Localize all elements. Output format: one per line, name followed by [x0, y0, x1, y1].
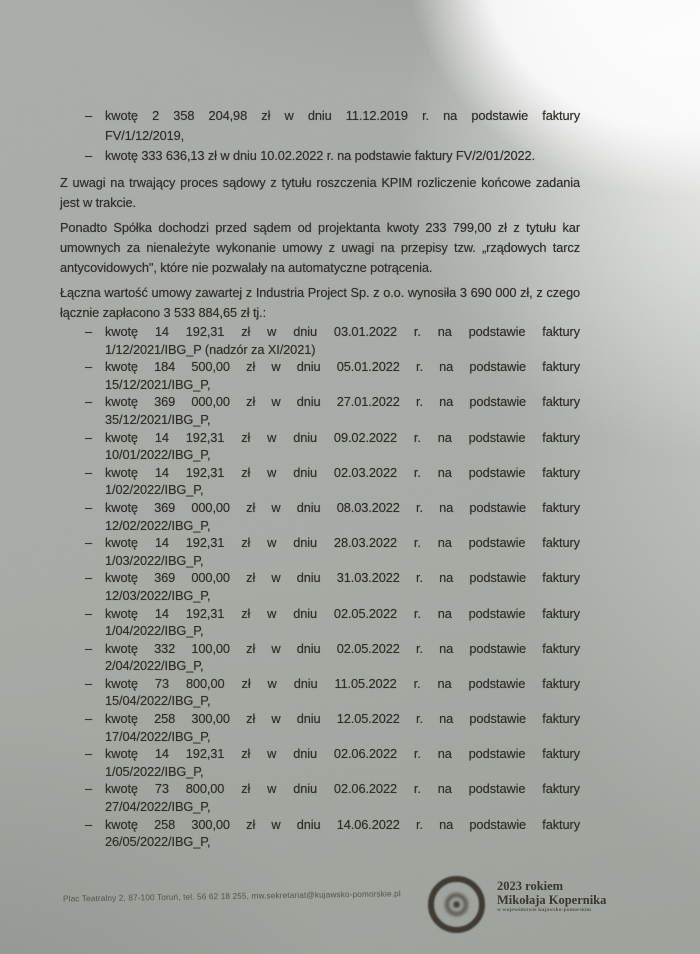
bullet-dash: – [85, 464, 93, 480]
payment-line-1: kwotę 258 300,00 zł w dniu 14.06.2022 r. na podstawie faktury [105, 816, 580, 832]
bullet-dash: – [85, 499, 93, 515]
list-item [60, 464, 580, 499]
list-item [60, 816, 580, 851]
bullet-dash: – [85, 148, 93, 163]
payment-line-2: 27/04/2022/IBG_P, [105, 799, 211, 815]
list-item [60, 605, 580, 640]
payment-line-1: kwotę 14 192,31 zł w dniu 28.03.2022 r. na podstawie faktury [105, 535, 580, 551]
payment-line-1: kwotę 258 300,00 zł w dniu 12.05.2022 r. na podstawie faktury [105, 711, 580, 727]
paragraph-contract-total: Łączna wartość umowy zawartej z Industria Project Sp. z o.o. wynosiła 3 690 000 zł, z czego łącznie zapłacono 3 533 884,65 zł tj.: [60, 285, 580, 320]
payment-line-1: kwotę 332 100,00 zł w dniu 02.05.2022 r. na podstawie faktury [105, 640, 580, 656]
bullet-dash: – [85, 535, 93, 551]
list-item [60, 534, 580, 569]
payment-line-2: 1/02/2022/IBG_P, [105, 482, 204, 498]
payment-line-1: kwotę 369 000,00 zł w dniu 31.03.2022 r. na podstawie faktury [105, 570, 580, 586]
paragraph-penalties: Ponadto Spółka dochodzi przed sądem od projektanta kwoty 233 799,00 zł z tytułu kar umownych za nienależyte wykonanie umowy z uwagi na przepisy tzw. „rządowych tarcz antycovidowych", które nie pozwalały na automatyczne potrącenia. [60, 220, 580, 275]
list-item [60, 146, 580, 166]
payment-line-2: 2/04/2022/IBG_P, [105, 658, 204, 674]
list-item [60, 323, 580, 358]
list-item [60, 780, 580, 815]
payment-list [60, 323, 580, 851]
list-item [60, 745, 580, 780]
bullet-dash: – [85, 675, 93, 691]
logo-sub-line: w województwie kujawsko-pomorskim [497, 907, 592, 913]
bullet-dash: – [85, 746, 93, 762]
payment-line-1: kwotę 14 192,31 zł w dniu 09.02.2022 r. na podstawie faktury [105, 429, 580, 445]
payment-line-2: 1/05/2022/IBG_P, [105, 763, 204, 779]
bullet-dash: – [85, 394, 93, 410]
bullet-dash: – [85, 359, 93, 375]
copernicus-logo-text [497, 879, 606, 914]
payment-line-2: 12/03/2022/IBG_P, [105, 587, 211, 603]
bullet-dash: – [85, 781, 93, 797]
paragraph-court-case: Z uwagi na trwający proces sądowy z tytułu roszczenia KPIM rozliczenie końcowe zadania jest w trakcie. [60, 175, 580, 210]
bullet-dash: – [85, 429, 93, 445]
list-item [60, 106, 580, 146]
footer-address: Plac Teatralny 2, 87-100 Toruń, tel. 56 62 18 255, mw.sekretariat@kujawsko-pomorskie.pl [62, 889, 401, 904]
intro-payment-list [60, 106, 580, 166]
payment-line-1: kwotę 14 192,31 zł w dniu 02.05.2022 r. na podstawie faktury [105, 605, 580, 621]
list-item [60, 710, 580, 745]
payment-line-2: 1/04/2022/IBG_P, [105, 623, 204, 639]
payment-line-1: kwotę 14 192,31 zł w dniu 03.01.2022 r. na podstawie faktury [105, 324, 580, 339]
bullet-dash: – [85, 816, 93, 832]
list-item [60, 499, 580, 534]
copernicus-logo-icon [428, 876, 485, 933]
logo-name-line: Mikołaja Kopernika [497, 893, 607, 907]
bullet-dash: – [85, 570, 93, 586]
list-item [60, 358, 580, 393]
list-item [60, 429, 580, 464]
payment-line-1: kwotę 369 000,00 zł w dniu 27.01.2022 r. na podstawie faktury [105, 394, 580, 410]
list-item [60, 675, 580, 710]
payment-line-1: kwotę 184 500,00 zł w dniu 05.01.2022 r. na podstawie faktury [105, 359, 580, 375]
payment-line-1: kwotę 14 192,31 zł w dniu 02.06.2022 r. na podstawie faktury [105, 746, 580, 762]
list-item [60, 569, 580, 604]
document-body [60, 106, 580, 851]
payment-line-1: kwotę 2 358 204,98 zł w dniu 11.12.2019 r. na podstawie faktury [105, 108, 580, 123]
logo-center-dot-icon [453, 901, 460, 908]
payment-line-1: kwotę 369 000,00 zł w dniu 08.03.2022 r. na podstawie faktury [105, 499, 580, 515]
bullet-dash: – [85, 605, 93, 621]
payment-line-2: 1/12/2021/IBG_P (nadzór za XI/2021) [105, 341, 316, 357]
payment-line-2: 35/12/2021/IBG_P, [105, 411, 211, 427]
payment-line-2: 26/05/2022/IBG_P, [105, 834, 211, 850]
list-item [60, 393, 580, 428]
bullet-dash: – [85, 108, 93, 123]
payment-line-2: 12/02/2022/IBG_P, [105, 517, 211, 533]
payment-line-1: kwotę 14 192,31 zł w dniu 02.03.2022 r. na podstawie faktury [105, 464, 580, 480]
payment-line-2: FV/1/12/2019, [105, 128, 185, 143]
payment-line-1: kwotę 73 800,00 zł w dniu 11.05.2022 r. na podstawie faktury [105, 675, 580, 691]
payment-line-2: 15/12/2021/IBG_P, [105, 376, 211, 392]
bullet-dash: – [85, 711, 93, 727]
payment-line-1: kwotę 73 800,00 zł w dniu 02.06.2022 r. na podstawie faktury [105, 781, 580, 797]
logo-year-line: 2023 rokiem [497, 879, 564, 893]
bullet-dash: – [85, 324, 93, 339]
list-item [60, 640, 580, 675]
payment-line-2: 10/01/2022/IBG_P, [105, 447, 211, 463]
payment-line-2: 1/03/2022/IBG_P, [105, 552, 204, 568]
payment-line-1: kwotę 333 636,13 zł w dniu 10.02.2022 r. na podstawie faktury FV/2/01/2022. [105, 148, 536, 163]
payment-line-2: 15/04/2022/IBG_P, [105, 693, 211, 709]
bullet-dash: – [85, 640, 93, 656]
payment-line-2: 17/04/2022/IBG_P, [105, 728, 211, 744]
